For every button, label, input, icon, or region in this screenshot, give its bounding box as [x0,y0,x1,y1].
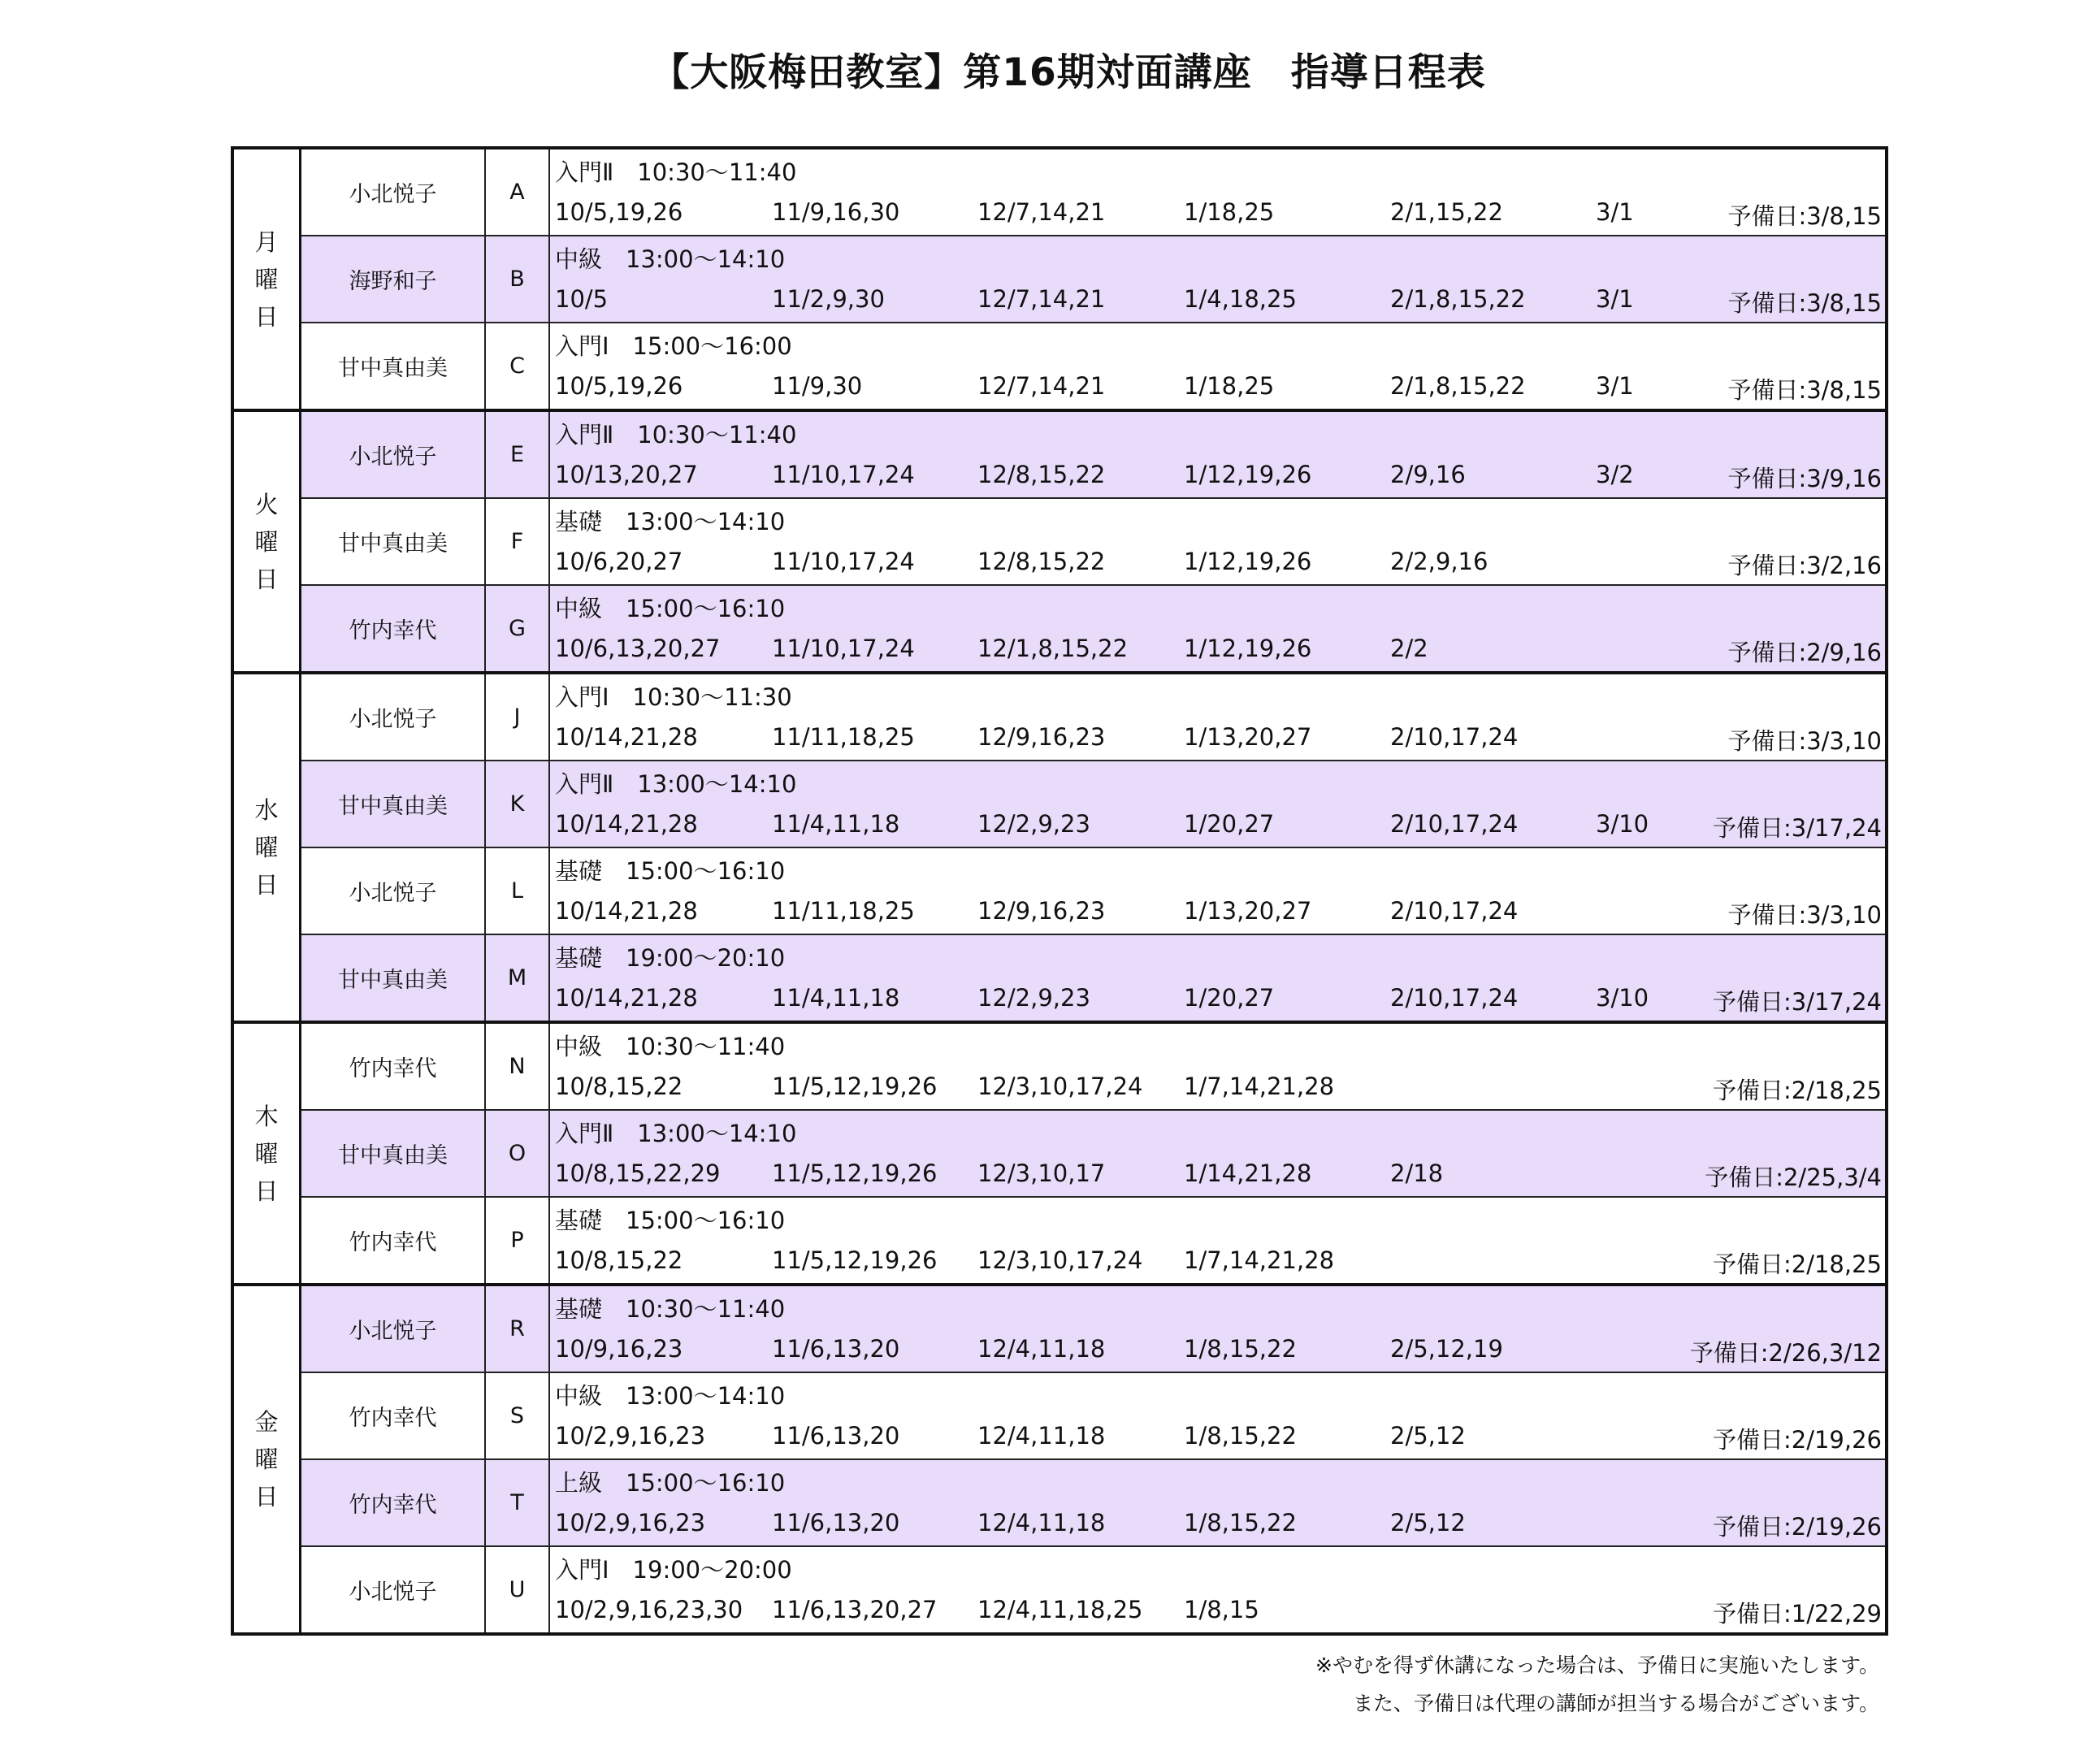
month-dates: 10/14,21,28 [555,723,698,751]
month-dates: 2/10,17,24 [1390,810,1519,838]
month-dates: 1/18,25 [1184,372,1275,400]
class-detail [549,236,1887,323]
class-detail [549,1197,1887,1285]
date-line [550,1246,1885,1279]
month-dates: 10/13,20,27 [555,461,698,488]
month-dates: 2/10,17,24 [1390,984,1519,1012]
class-code: M [485,934,549,1022]
month-dates: 10/5 [555,285,609,313]
table-row [232,1372,1887,1459]
level-time: 入門Ⅱ 10:30～11:40 [555,421,797,449]
reserve-dates: 予備日:3/8,15 [1727,289,1882,317]
day-cell [232,148,301,410]
month-dates: 12/7,14,21 [977,285,1106,313]
day-label-char: 日 [254,1177,279,1205]
month-dates: 10/8,15,22 [555,1073,683,1100]
level-time: 中級 13:00～14:10 [555,1382,786,1410]
day-label-char: 日 [254,302,279,331]
class-code: A [485,148,549,236]
class-code: T [485,1459,549,1546]
date-line [550,1335,1885,1367]
teacher-name: 小北悦子 [301,847,486,934]
class-code: C [485,323,549,410]
level-time: 入門Ⅰ 19:00～20:00 [555,1556,792,1584]
date-line [550,285,1885,318]
table-row [232,498,1887,585]
month-dates: 10/9,16,23 [555,1335,683,1363]
date-line [550,1159,1885,1192]
month-dates: 2/5,12 [1390,1509,1466,1536]
month-dates: 1/12,19,26 [1184,548,1312,575]
month-dates: 1/7,14,21,28 [1184,1073,1335,1100]
month-dates: 2/10,17,24 [1390,897,1519,925]
day-cell [232,673,301,1022]
footnote-2: また、予備日は代理の講師が担当する場合がございます。 [1352,1692,1879,1715]
month-dates: 12/8,15,22 [977,548,1106,575]
table-row [232,148,1887,236]
level-time: 基礎 15:00～16:10 [555,857,786,885]
reserve-dates: 予備日:3/17,24 [1712,988,1882,1016]
class-code: G [485,585,549,673]
date-line [550,1073,1885,1105]
class-detail [549,761,1887,847]
month-dates: 1/8,15,22 [1184,1509,1297,1536]
class-detail [549,1372,1887,1459]
day-cell [232,1022,301,1285]
month-dates: 3/1 [1596,372,1634,400]
class-detail [549,148,1887,236]
day-label-char: 日 [254,565,279,593]
month-dates: 1/4,18,25 [1184,285,1297,313]
month-dates: 11/11,18,25 [772,723,915,751]
date-line [550,810,1885,843]
month-dates: 2/2,9,16 [1390,548,1488,575]
class-detail [549,323,1887,410]
class-code: J [485,673,549,761]
month-dates: 12/9,16,23 [977,723,1106,751]
class-detail [549,1546,1887,1634]
level-time: 中級 10:30～11:40 [555,1033,786,1060]
table-row [232,1110,1887,1197]
month-dates: 10/6,13,20,27 [555,635,721,662]
month-dates: 11/9,16,30 [772,198,900,226]
month-dates: 11/4,11,18 [772,984,900,1012]
class-code: U [485,1546,549,1634]
day-label-char: 日 [254,1483,279,1510]
reserve-dates: 予備日:3/2,16 [1727,552,1882,579]
month-dates: 10/14,21,28 [555,897,698,925]
month-dates: 11/11,18,25 [772,897,915,925]
month-dates: 12/7,14,21 [977,198,1106,226]
teacher-name: 竹内幸代 [301,1022,486,1110]
month-dates: 2/9,16 [1390,461,1466,488]
month-dates: 12/7,14,21 [977,372,1106,400]
teacher-name: 甘中真由美 [301,1110,486,1197]
month-dates: 1/8,15 [1184,1596,1259,1623]
level-time: 基礎 13:00～14:10 [555,508,786,535]
table-row [232,1022,1887,1110]
class-detail [549,585,1887,673]
month-dates: 10/5,19,26 [555,372,683,400]
month-dates: 12/4,11,18,25 [977,1596,1143,1623]
date-line [550,1596,1885,1628]
table-row [232,1285,1887,1372]
table-row [232,410,1887,498]
month-dates: 2/10,17,24 [1390,723,1519,751]
level-time: 中級 13:00～14:10 [555,245,786,273]
teacher-name: 甘中真由美 [301,498,486,585]
month-dates: 10/2,9,16,23 [555,1509,706,1536]
teacher-name: 竹内幸代 [301,1459,486,1546]
level-time: 入門Ⅰ 10:30～11:30 [555,683,792,711]
teacher-name: 竹内幸代 [301,585,486,673]
reserve-dates: 予備日:2/18,25 [1712,1250,1882,1278]
month-dates: 12/8,15,22 [977,461,1106,488]
level-time: 基礎 10:30～11:40 [555,1295,786,1323]
month-dates: 3/2 [1596,461,1634,488]
month-dates: 12/4,11,18 [977,1422,1106,1450]
month-dates: 11/10,17,24 [772,461,915,488]
level-time: 基礎 19:00～20:10 [555,944,786,972]
month-dates: 2/5,12,19 [1390,1335,1503,1363]
month-dates: 12/1,8,15,22 [977,635,1129,662]
table-row [232,673,1887,761]
month-dates: 2/2 [1390,635,1428,662]
month-dates: 11/4,11,18 [772,810,900,838]
month-dates: 10/2,9,16,23,30 [555,1596,743,1623]
day-cell [232,1285,301,1634]
reserve-dates: 予備日:1/22,29 [1712,1600,1882,1627]
month-dates: 10/2,9,16,23 [555,1422,706,1450]
day-label-char: 日 [254,871,279,899]
class-detail [549,1459,1887,1546]
month-dates: 11/5,12,19,26 [772,1159,938,1187]
teacher-name: 海野和子 [301,236,486,323]
teacher-name: 小北悦子 [301,148,486,236]
class-code: O [485,1110,549,1197]
teacher-name: 甘中真由美 [301,934,486,1022]
reserve-dates: 予備日:2/18,25 [1712,1077,1882,1104]
month-dates: 10/8,15,22,29 [555,1159,721,1187]
table-row [232,934,1887,1022]
month-dates: 11/6,13,20 [772,1422,900,1450]
month-dates: 12/4,11,18 [977,1335,1106,1363]
month-dates: 2/1,15,22 [1390,198,1503,226]
level-time: 基礎 15:00～16:10 [555,1207,786,1234]
teacher-name: 小北悦子 [301,1285,486,1372]
month-dates: 1/20,27 [1184,984,1275,1012]
reserve-dates: 予備日:3/8,15 [1727,376,1882,404]
month-dates: 11/5,12,19,26 [772,1073,938,1100]
month-dates: 1/8,15,22 [1184,1422,1297,1450]
day-label-char: 月 [254,228,279,256]
month-dates: 12/3,10,17,24 [977,1246,1143,1274]
month-dates: 10/6,20,27 [555,548,683,575]
teacher-name: 竹内幸代 [301,1197,486,1285]
month-dates: 3/1 [1596,198,1634,226]
date-line [550,897,1885,930]
reserve-dates: 予備日:3/9,16 [1727,465,1882,492]
day-cell [232,410,301,673]
month-dates: 12/9,16,23 [977,897,1106,925]
class-detail [549,934,1887,1022]
class-code: R [485,1285,549,1372]
class-code: N [485,1022,549,1110]
month-dates: 11/2,9,30 [772,285,885,313]
day-label-char: 木 [254,1102,279,1130]
level-time: 入門Ⅱ 13:00～14:10 [555,1120,797,1147]
class-code: E [485,410,549,498]
level-time: 上級 15:00～16:10 [555,1469,786,1497]
month-dates: 11/6,13,20 [772,1509,900,1536]
day-label-char: 金 [254,1408,279,1436]
date-line [550,984,1885,1016]
table-row [232,847,1887,934]
month-dates: 3/10 [1596,984,1649,1012]
class-code: B [485,236,549,323]
class-detail [549,498,1887,585]
class-detail [549,1110,1887,1197]
date-line [550,198,1885,231]
table-row [232,1459,1887,1546]
class-detail [549,1022,1887,1110]
teacher-name: 小北悦子 [301,673,486,761]
reserve-dates: 予備日:3/17,24 [1712,814,1882,842]
reserve-dates: 予備日:3/3,10 [1727,727,1882,755]
class-code: P [485,1197,549,1285]
page-title: 【大阪梅田教室】第16期対面講座 指導日程表 [651,50,1486,95]
reserve-dates: 予備日:2/26,3/12 [1689,1339,1882,1367]
reserve-dates: 予備日:2/25,3/4 [1705,1164,1882,1191]
month-dates: 2/5,12 [1390,1422,1466,1450]
day-label-char: 曜 [254,265,279,293]
month-dates: 1/18,25 [1184,198,1275,226]
month-dates: 2/18 [1390,1159,1444,1187]
class-code: S [485,1372,549,1459]
date-line [550,1422,1885,1454]
month-dates: 2/1,8,15,22 [1390,285,1526,313]
reserve-dates: 予備日:3/8,15 [1727,202,1882,230]
day-label-char: 火 [254,490,279,518]
month-dates: 12/3,10,17 [977,1159,1106,1187]
date-line [550,372,1885,405]
month-dates: 1/12,19,26 [1184,635,1312,662]
class-detail [549,410,1887,498]
level-time: 入門Ⅰ 15:00～16:00 [555,332,792,360]
month-dates: 1/20,27 [1184,810,1275,838]
footnote-1: ※やむを得ず休講になった場合は、予備日に実施いたします。 [1315,1653,1879,1677]
month-dates: 11/6,13,20,27 [772,1596,938,1623]
month-dates: 1/13,20,27 [1184,897,1312,925]
month-dates: 1/14,21,28 [1184,1159,1312,1187]
month-dates: 10/5,19,26 [555,198,683,226]
month-dates: 3/10 [1596,810,1649,838]
table-row [232,1197,1887,1285]
teacher-name: 竹内幸代 [301,1372,486,1459]
teacher-name: 小北悦子 [301,1546,486,1634]
table-row [232,585,1887,673]
level-time: 中級 15:00～16:10 [555,595,786,622]
month-dates: 11/9,30 [772,372,863,400]
month-dates: 1/12,19,26 [1184,461,1312,488]
level-time: 入門Ⅱ 10:30～11:40 [555,158,797,186]
month-dates: 12/2,9,23 [977,984,1090,1012]
month-dates: 1/13,20,27 [1184,723,1312,751]
date-line [550,635,1885,667]
reserve-dates: 予備日:3/3,10 [1727,901,1882,929]
date-line [550,461,1885,493]
month-dates: 1/7,14,21,28 [1184,1246,1335,1274]
class-code: F [485,498,549,585]
month-dates: 3/1 [1596,285,1634,313]
class-detail [549,847,1887,934]
month-dates: 11/5,12,19,26 [772,1246,938,1274]
month-dates: 1/8,15,22 [1184,1335,1297,1363]
day-label-char: 曜 [254,834,279,861]
reserve-dates: 予備日:2/19,26 [1712,1513,1882,1541]
month-dates: 12/4,11,18 [977,1509,1106,1536]
level-time: 入門Ⅱ 13:00～14:10 [555,770,797,798]
teacher-name: 甘中真由美 [301,761,486,847]
reserve-dates: 予備日:2/19,26 [1712,1426,1882,1454]
class-detail [549,673,1887,761]
table-row [232,236,1887,323]
day-label-char: 水 [254,796,279,824]
reserve-dates: 予備日:2/9,16 [1727,639,1882,666]
day-label-char: 曜 [254,1445,279,1473]
month-dates: 2/1,8,15,22 [1390,372,1526,400]
day-label-char: 曜 [254,527,279,556]
month-dates: 12/2,9,23 [977,810,1090,838]
date-line [550,548,1885,580]
month-dates: 10/14,21,28 [555,984,698,1012]
class-detail [549,1285,1887,1372]
table-row [232,761,1887,847]
schedule-table [231,146,1888,1636]
teacher-name: 小北悦子 [301,410,486,498]
month-dates: 12/3,10,17,24 [977,1073,1143,1100]
month-dates: 10/14,21,28 [555,810,698,838]
month-dates: 11/10,17,24 [772,548,915,575]
date-line [550,1509,1885,1541]
class-code: L [485,847,549,934]
class-code: K [485,761,549,847]
month-dates: 11/10,17,24 [772,635,915,662]
date-line [550,723,1885,756]
table-row [232,323,1887,410]
month-dates: 10/8,15,22 [555,1246,683,1274]
month-dates: 11/6,13,20 [772,1335,900,1363]
day-label-char: 曜 [254,1139,279,1168]
table-row [232,1546,1887,1634]
teacher-name: 甘中真由美 [301,323,486,410]
